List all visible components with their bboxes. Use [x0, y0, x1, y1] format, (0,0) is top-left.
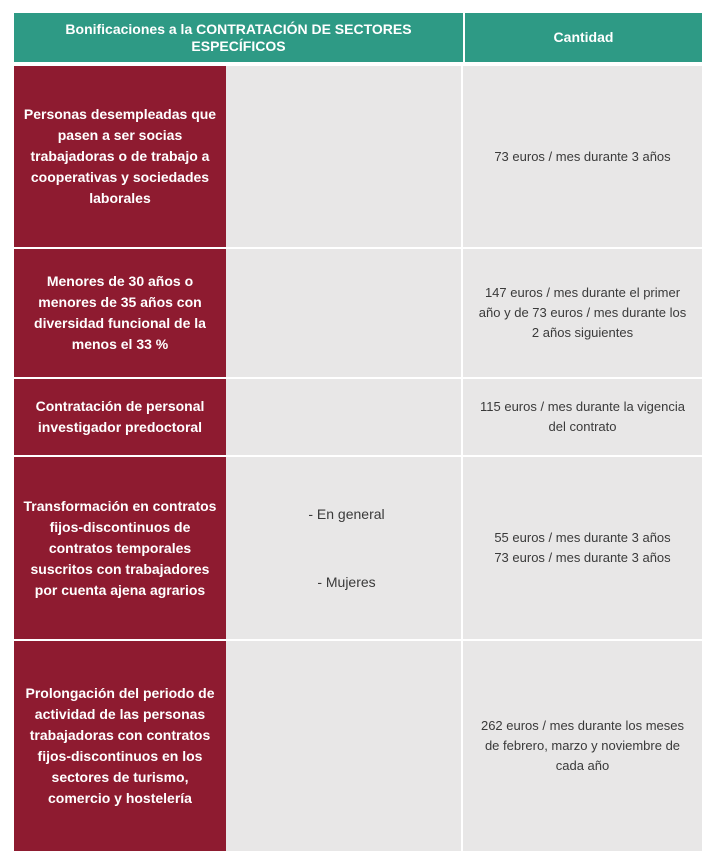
row-subcategory — [226, 457, 463, 639]
table-row — [14, 639, 702, 851]
row-label: Transformación en contratos fijos-discontinuos de contratos temporales suscritos con trabajadores por cuenta ajena agrarios — [14, 457, 226, 639]
row-label: Personas desempleadas que pasen a ser socias trabajadoras o de trabajo a cooperativas y sociedades laborales — [14, 66, 226, 247]
table-row — [14, 455, 702, 639]
amount-text-general: 55 euros / mes durante 3 años — [494, 530, 671, 545]
header-title: Bonificaciones a la CONTRATACIÓN DE SECTORES ESPECÍFICOS — [14, 13, 463, 62]
row-amount — [463, 249, 702, 377]
amount-text: 147 euros / mes durante el primer año y de 73 euros / mes durante los 2 años siguientes — [478, 285, 687, 340]
table-row — [14, 247, 702, 377]
amount-text-mujeres: 73 euros / mes durante 3 años — [494, 550, 671, 565]
row-subcategory — [226, 66, 463, 247]
subcategory-general: - En general — [308, 506, 385, 522]
amount-text: 73 euros / mes durante 3 años — [494, 148, 671, 164]
row-subcategory — [226, 249, 463, 377]
table-row — [14, 377, 702, 455]
row-label: Contratación de personal investigador predoctoral — [14, 379, 226, 455]
row-subcategory — [226, 379, 463, 455]
row-amount — [463, 457, 702, 639]
row-amount — [463, 641, 702, 851]
row-amount — [463, 379, 702, 455]
row-subcategory — [226, 641, 463, 851]
row-amount — [463, 66, 702, 247]
amount-text: 115 euros / mes durante la vigencia del contrato — [480, 399, 685, 434]
subcategory-mujeres: - Mujeres — [317, 574, 376, 590]
header-amount: Cantidad — [463, 13, 702, 62]
bonificaciones-table — [14, 12, 702, 851]
row-label: Menores de 30 años o menores de 35 años con diversidad funcional de la menos el 33 % — [14, 249, 226, 377]
amount-text: 262 euros / mes durante los meses de febrero, marzo y noviembre de cada año — [480, 718, 685, 773]
table-row — [14, 64, 702, 247]
row-label: Prolongación del periodo de actividad de las personas trabajadoras con contratos fijos-discontinuos en los sectores de turismo, comercio y hostelería — [14, 641, 226, 851]
table-header — [14, 13, 702, 64]
